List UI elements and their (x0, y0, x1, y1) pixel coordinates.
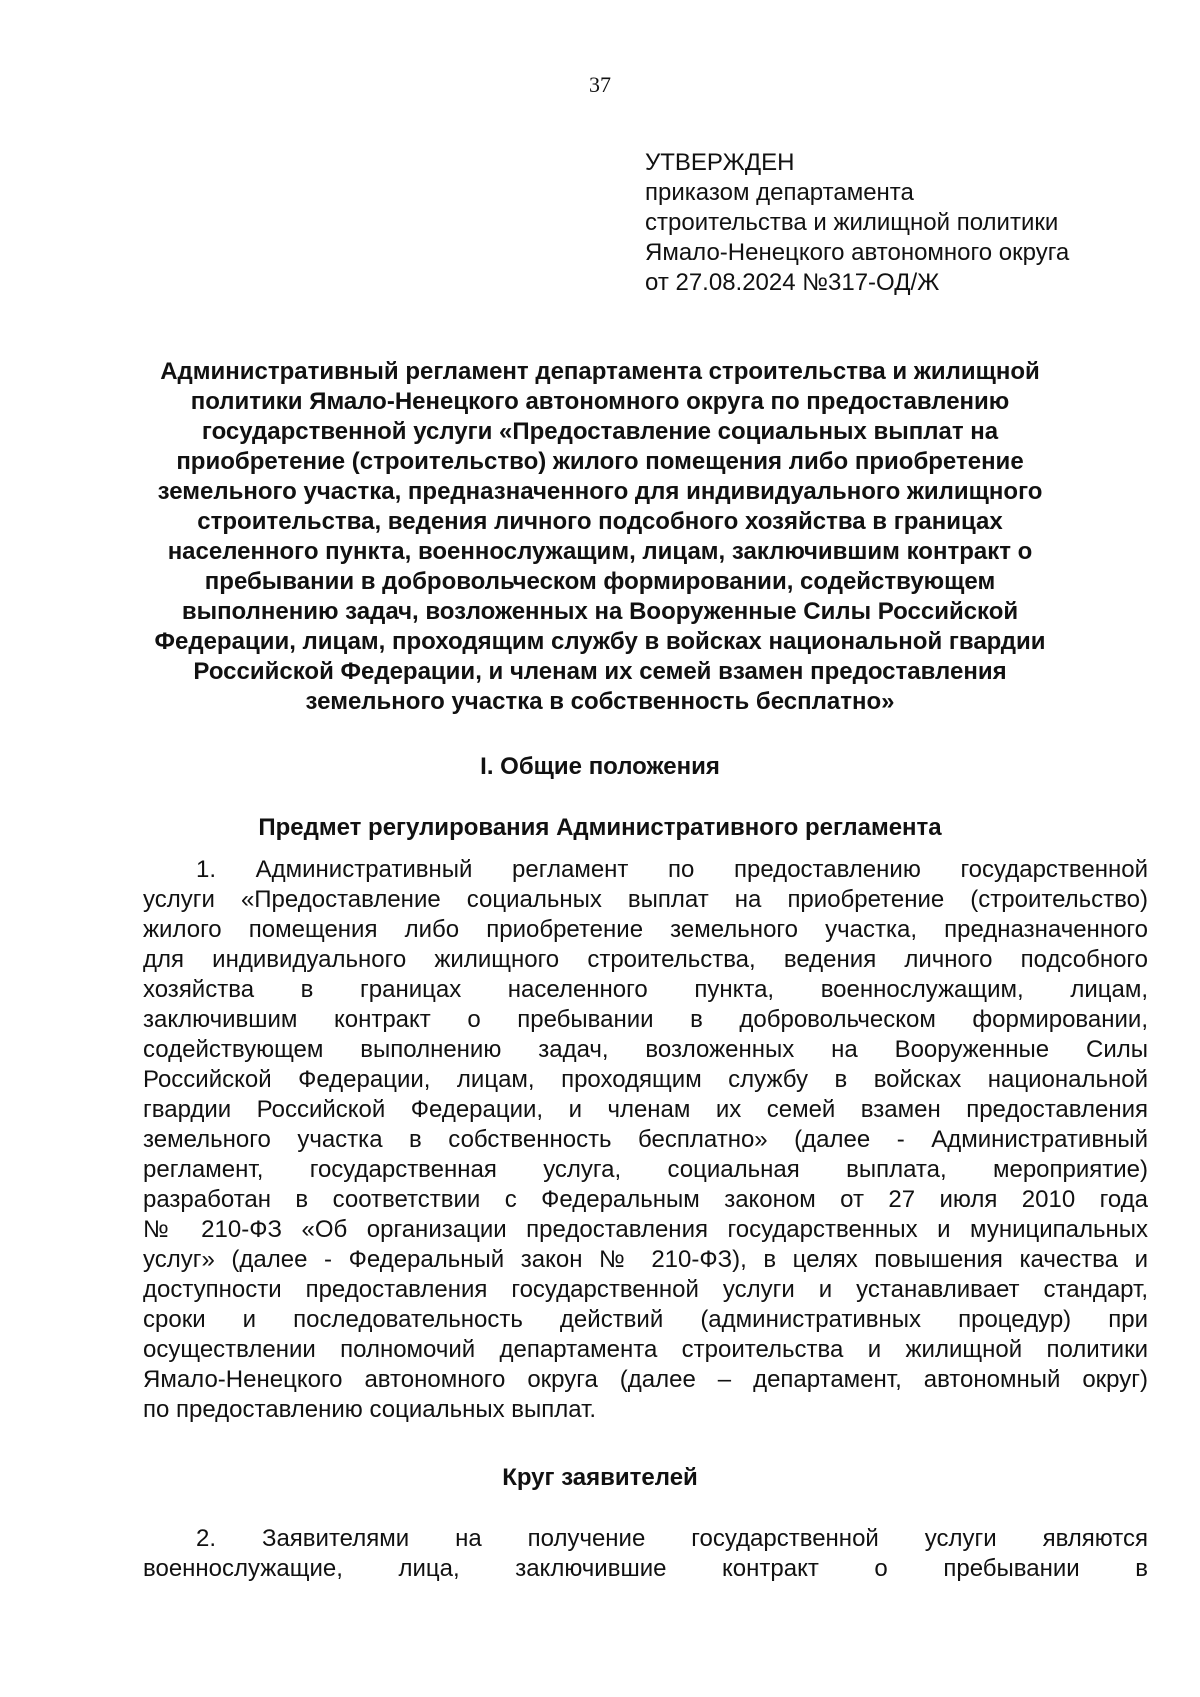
title-line: земельного участка, предназначенного для индивидуального жилищного (157, 478, 1043, 505)
title-line: выполнению задач, возложенных на Вооруженные Силы Российской (181, 598, 1019, 625)
paragraph-line: услуги «Предоставление социальных выплат на приобретение (строительство) (143, 886, 1148, 913)
paragraph-line: земельного участка в собственность бесплатно» (далее - Административный (143, 1126, 1148, 1153)
paragraph-line: военнослужащие, лица, заключившие контракт о пребывании в (143, 1555, 1148, 1582)
paragraph-1 (143, 855, 1148, 1425)
approval-line: Ямало-Ненецкого автономного округа (645, 239, 1070, 266)
page-number: 37 (589, 72, 611, 97)
document-title (140, 357, 1060, 717)
title-line: земельного участка в собственность бесплатно» (305, 688, 895, 715)
paragraph-line: хозяйства в границах населенного пункта, военнослужащим, лицам, (143, 976, 1148, 1003)
approval-stamp (645, 148, 1165, 298)
section-heading: I. Общие положения (480, 753, 720, 780)
paragraph-line: Ямало-Ненецкого автономного округа (далее – департамент, автономный округ) (143, 1366, 1148, 1393)
title-line: пребывании в добровольческом формировании, содействующем (204, 568, 996, 595)
title-line: населенного пункта, военнослужащим, лицам, заключившим контракт о (167, 538, 1033, 565)
paragraph-line: по предоставлению социальных выплат. (143, 1396, 597, 1423)
title-line: Российской Федерации, и членам их семей взамен предоставления (193, 658, 1007, 685)
approval-line: строительства и жилищной политики (645, 209, 1059, 236)
title-line: Федерации, лицам, проходящим службу в войсках национальной гвардии (154, 628, 1046, 655)
title-line: приобретение (строительство) жилого помещения либо приобретение (176, 448, 1024, 475)
paragraph-line: сроки и последовательность действий (административных процедур) при (143, 1306, 1148, 1333)
paragraph-line: разработан в соответствии с Федеральным законом от 27 июля 2010 года (143, 1186, 1148, 1213)
subheading-applicants: Круг заявителей (502, 1464, 698, 1491)
title-line: Административный регламент департамента строительства и жилищной (160, 358, 1040, 385)
title-line: государственной услуги «Предоставление социальных выплат на (201, 418, 999, 445)
subheading-subject: Предмет регулирования Административного регламента (258, 814, 942, 841)
paragraph-line: жилого помещения либо приобретение земельного участка, предназначенного (143, 916, 1148, 943)
title-line: политики Ямало-Ненецкого автономного округа по предоставлению (190, 388, 1010, 415)
approval-line: приказом департамента (645, 179, 914, 206)
paragraph-2 (143, 1524, 1148, 1584)
paragraph-line: гвардии Российской Федерации, и членам их семей взамен предоставления (143, 1096, 1148, 1123)
paragraph-line: доступности предоставления государственной услуги и устанавливает стандарт, (143, 1276, 1148, 1303)
paragraph-line: Российской Федерации, лицам, проходящим службу в войсках национальной (143, 1066, 1148, 1093)
paragraph-line: для индивидуального жилищного строительства, ведения личного подсобного (143, 946, 1148, 973)
paragraph-line: содействующем выполнению задач, возложенных на Вооруженные Силы (143, 1036, 1148, 1063)
paragraph-line: № 210-ФЗ «Об организации предоставления государственных и муниципальных (143, 1216, 1148, 1243)
approval-line: от 27.08.2024 №317-ОД/Ж (645, 269, 940, 296)
paragraph-line: 2. Заявителями на получение государственной услуги являются (196, 1525, 1148, 1552)
paragraph-line: 1. Административный регламент по предоставлению государственной (196, 856, 1148, 883)
paragraph-line: заключившим контракт о пребывании в добровольческом формировании, (143, 1006, 1148, 1033)
title-line: строительства, ведения личного подсобного хозяйства в границах (197, 508, 1003, 535)
paragraph-line: услуг» (далее - Федеральный закон № 210-ФЗ), в целях повышения качества и (143, 1246, 1148, 1273)
paragraph-line: регламент, государственная услуга, социальная выплата, мероприятие) (143, 1156, 1148, 1183)
paragraph-line: осуществлении полномочий департамента строительства и жилищной политики (143, 1336, 1148, 1363)
approval-line: УТВЕРЖДЕН (645, 149, 795, 176)
